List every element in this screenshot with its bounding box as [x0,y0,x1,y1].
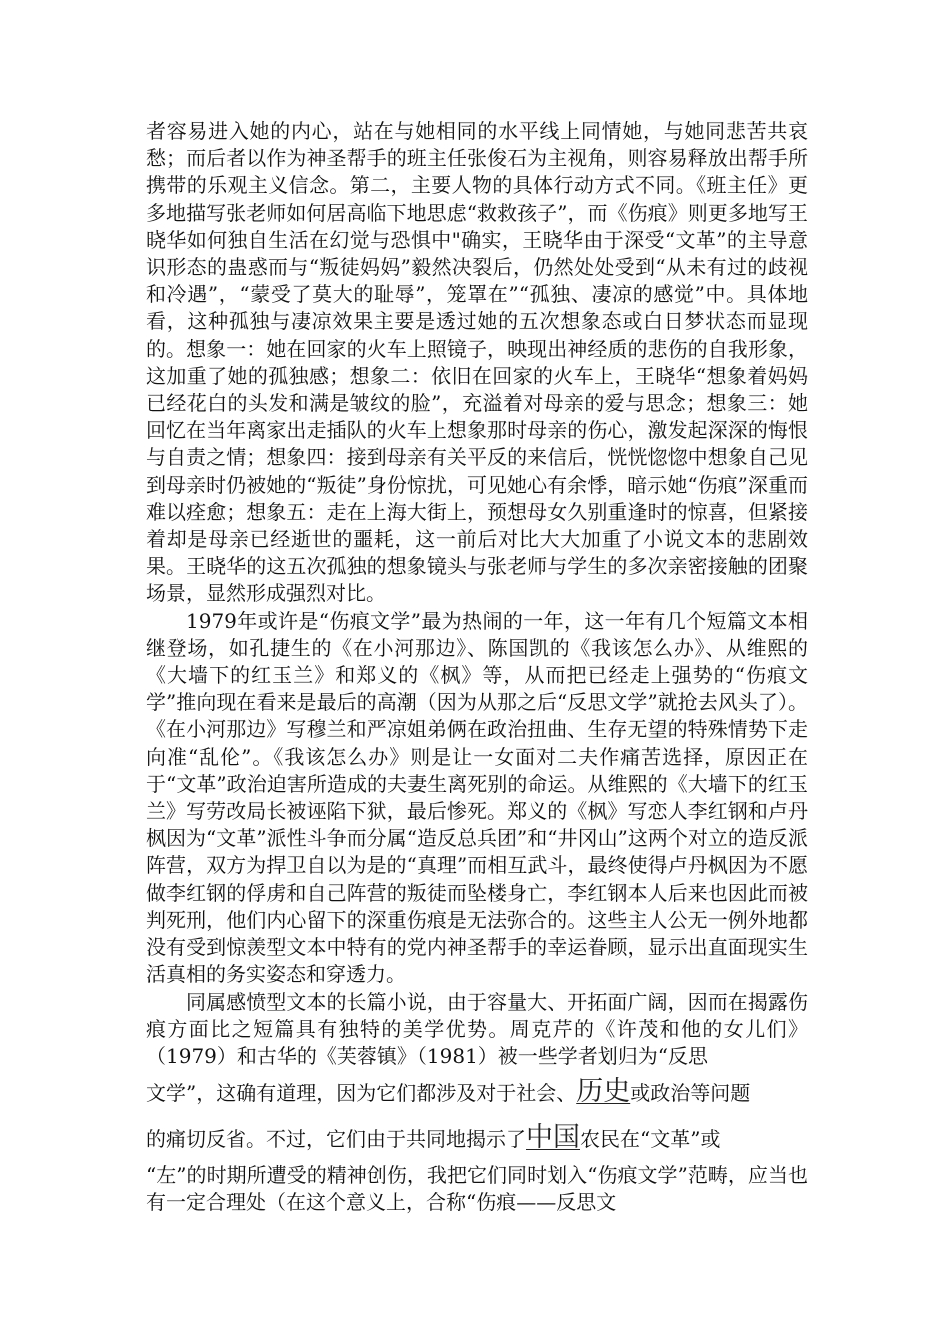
paragraph-3-tail: “左”的时期所遭受的精神创伤，我把它们同时划入“伤痕文学”范畴，应当也有一定合理处（在这个意义上，合称“伤痕——反思文 [146,1163,808,1215]
paragraph-3-text-a: 同属感愤型文本的长篇小说，由于容量大、开拓面广阔，因而在揭露伤痕方面比之短篇具有独特的美学优势。周克芹的《许茂和他的女儿们》（1979）和古华的《芙蓉镇》（1981）被一些学者划归为“反思 [146,989,808,1068]
document-page [146,118,808,1217]
paragraph-1: 者容易进入她的内心，站在与她相同的水平线上同情她，与她同悲苦共哀愁；而后者以作为神圣帮手的班主任张俊石为主视角，则容易释放出帮手所携带的乐观主义信念。第二，主要人物的具体行动方式不同。《班主任》更多地描写张老师如何居高临下地思虑“救救孩子”，而《伤痕》则更多地写王晓华如何独自生活在幻觉与恐惧中"确实，王晓华由于深受“文革”的主导意识形态的蛊惑而与“叛徒妈妈”毅然决裂后，仍然处处受到“从未有过的歧视和冷遇”，“蒙受了莫大的耻辱”，笼罩在”“孤独、凄凉的感觉”中。具体地看，这种孤独与凄凉效果主要是透过她的五次想象态或白日梦状态而显现的。想象一：她在回家的火车上照镜子，映现出神经质的悲伤的自我形象，这加重了她的孤独感；想象二：依旧在回家的火车上，王晓华“想象着妈妈已经花白的头发和满是皱纹的脸”，充溢着对母亲的爱与思念；想象三：她回忆在当年离家出走插队的火车上想象那时母亲的伤心，激发起深深的悔恨与自责之情；想象四：接到母亲有关平反的来信后，恍恍惚惚中想象自己见到母亲时仍被她的“叛徒”身份惊扰，可见她心有余悸，暗示她“伤痕”深重而难以痊愈；想象五：走在上海大街上，预想母女久别重逢时的惊喜，但紧接着却是母亲已经逝世的噩耗，这一前后对比大大加重了小说文本的悲剧效果。王晓华的这五次孤独的想象镜头与张老师与学生的多次亲密接触的团聚场景，显然形成强烈对比。 [146,119,808,606]
paragraph-3-text-c: 或政治等问题 [630,1081,751,1106]
paragraph-3-text-d: 的痛切反省。不过，它们由于共同地揭示了 [146,1127,526,1152]
paragraph-2: 1979年或许是“伤痕文学”最为热闹的一年，这一年有几个短篇文本相继登场，如孔捷生的《在小河那边》、陈国凯的《我该怎么办》、从维熙的《大墙下的红玉兰》和郑义的《枫》等，从而把已经走上强势的“伤痕文学”推向现在看来是最后的高潮（因为从那之后“反思文学”就抢去风头了）。《在小河那边》写穆兰和严凉姐弟俩在政治扭曲、生存无望的特殊情势下走向准“乱伦”。《我该怎么办》则是让一女面对二夫作痛苦选择，原因正在于“文革”政治迫害所造成的夫妻生离死别的命运。从维熙的《大墙下的红玉兰》写劳改局长被诬陷下狱，最后惨死。郑义的《枫》写恋人李红钢和卢丹枫因为“文革”派性斗争而分属“造反总兵团”和“井冈山”这两个对立的造反派阵营，双方为捍卫自以为是的“真理”而相互武斗，最终使得卢丹枫因为不愿做李红钢的俘虏和自己阵营的叛徒而坠楼身亡，李红钢本人后来也因此而被判死刑，他们内心留下的深重伤痕是无法弥合的。这些主人公无一例外地都没有受到惊羡型文本中特有的党内神圣帮手的幸运眷顾，显示出直面现实生活真相的务实姿态和穿透力。 [146,608,808,987]
paragraph-3-line-b [146,1070,808,1116]
keyword-link-history[interactable]: 历史 [576,1076,631,1108]
paragraph-3-text-e: 农民在“文革”或 [580,1127,721,1152]
keyword-link-china[interactable]: 中国 [526,1122,580,1154]
paragraph-3-line-d [146,1116,808,1162]
paragraph-3-text-b: 文学”，这确有道理，因为它们都涉及对于社会、 [146,1081,577,1106]
paragraph-3 [146,989,808,1071]
